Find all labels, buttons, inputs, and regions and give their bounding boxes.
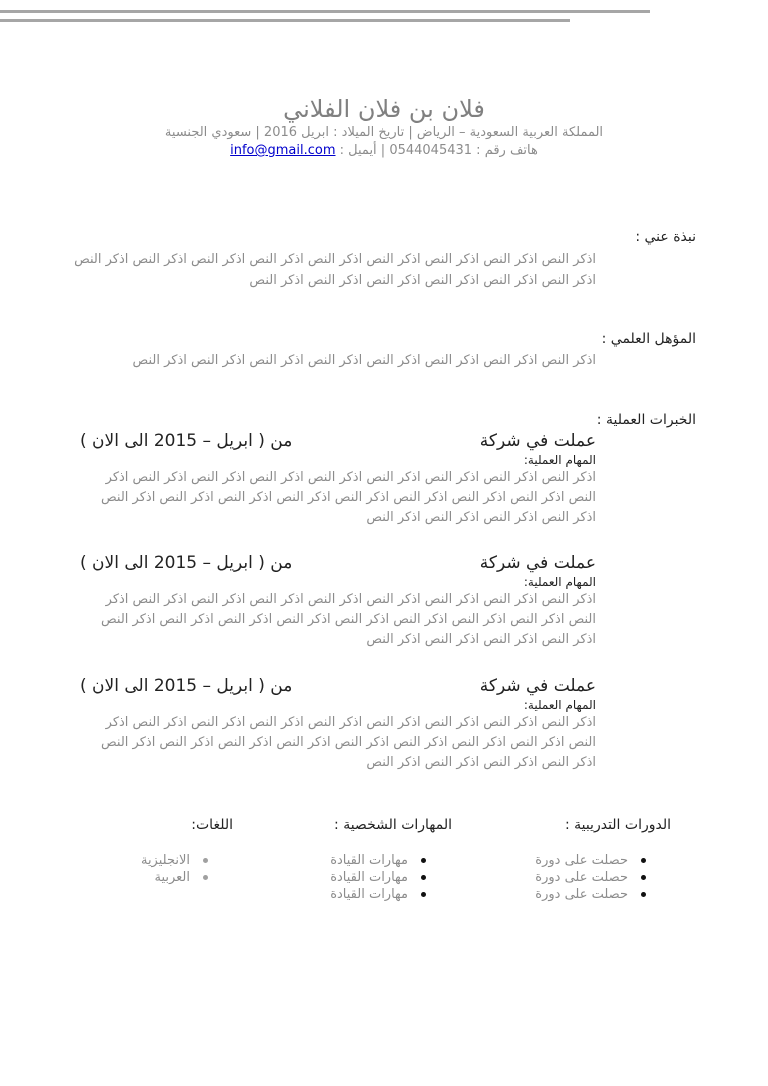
courses-list	[535, 852, 648, 903]
list-item: مهارات القيادة	[330, 886, 428, 903]
languages-list	[141, 852, 210, 886]
job-tasks-label: المهام العملية:	[523, 698, 596, 712]
job-tasks: اذكر النص اذكر النص اذكر النص اذكر النص اذكر النص اذكر النص اذكر النص اذكر النص اذكر النص اذكر النص اذكر النص اذكر النص اذكر النص اذكر النص اذكر النص اذكر النص اذكر النص اذكر النص اذكر النص اذكر النص اذكر النص	[100, 715, 596, 770]
job-tasks: اذكر النص اذكر النص اذكر النص اذكر النص اذكر النص اذكر النص اذكر النص اذكر النص اذكر النص اذكر النص اذكر النص اذكر النص اذكر النص اذكر النص اذكر النص اذكر النص اذكر النص اذكر النص اذكر النص اذكر النص اذكر النص	[100, 592, 596, 647]
courses-heading: الدورات التدريبية :	[564, 817, 671, 833]
phone-text: هاتف رقم : 0544045431 | أيميل :	[335, 143, 538, 158]
top-rule	[0, 10, 650, 13]
job-company: عملت في شركة	[479, 553, 596, 573]
person-name: فلان بن فلان الفلاني	[283, 95, 485, 123]
list-item: الانجليزية	[141, 852, 210, 869]
skills-heading: المهارات الشخصية :	[334, 817, 452, 833]
job-tasks-label: المهام العملية:	[523, 453, 596, 467]
skills-list	[330, 852, 428, 903]
education-heading: المؤهل العلمي :	[601, 331, 696, 347]
experience-heading: الخبرات العملية :	[596, 412, 696, 428]
list-item: العربية	[141, 869, 210, 886]
list-item: مهارات القيادة	[330, 869, 428, 886]
second-rule	[0, 19, 570, 22]
job-entry-3	[80, 676, 596, 773]
job-period: من ( ابريل – 2015 الى الان )	[80, 431, 293, 451]
personal-info: المملكة العربية السعودية – الرياض | تاريخ الميلاد : ابريل 2016 | سعودي الجنسية	[164, 125, 604, 140]
cv-header	[0, 94, 768, 160]
email-link[interactable]: info@gmail.com	[230, 143, 336, 158]
list-item: حصلت على دورة	[535, 869, 648, 886]
job-company: عملت في شركة	[479, 431, 596, 451]
job-entry-1	[80, 431, 596, 528]
job-company: عملت في شركة	[479, 676, 596, 696]
job-period: من ( ابريل – 2015 الى الان )	[80, 676, 293, 696]
about-heading: نبذة عني :	[635, 229, 696, 245]
job-tasks-label: المهام العملية:	[523, 575, 596, 589]
list-item: حصلت على دورة	[535, 852, 648, 869]
contact-line	[0, 142, 768, 160]
job-period: من ( ابريل – 2015 الى الان )	[80, 553, 293, 573]
about-text: اذكر النص اذكر النص اذكر النص اذكر النص اذكر النص اذكر النص اذكر النص اذكر النص اذكر النص اذكر النص اذكر النص اذكر النص اذكر النص اذكر النص اذكر النص	[74, 252, 596, 288]
list-item: مهارات القيادة	[330, 852, 428, 869]
job-tasks: اذكر النص اذكر النص اذكر النص اذكر النص اذكر النص اذكر النص اذكر النص اذكر النص اذكر النص اذكر النص اذكر النص اذكر النص اذكر النص اذكر النص اذكر النص اذكر النص اذكر النص اذكر النص اذكر النص اذكر النص اذكر النص	[100, 470, 596, 525]
languages-heading: اللغات:	[191, 817, 233, 833]
list-item: حصلت على دورة	[535, 886, 648, 903]
education-text: اذكر النص اذكر النص اذكر النص اذكر النص اذكر النص اذكر النص اذكر النص اذكر النص	[132, 353, 596, 368]
job-entry-2	[80, 553, 596, 650]
